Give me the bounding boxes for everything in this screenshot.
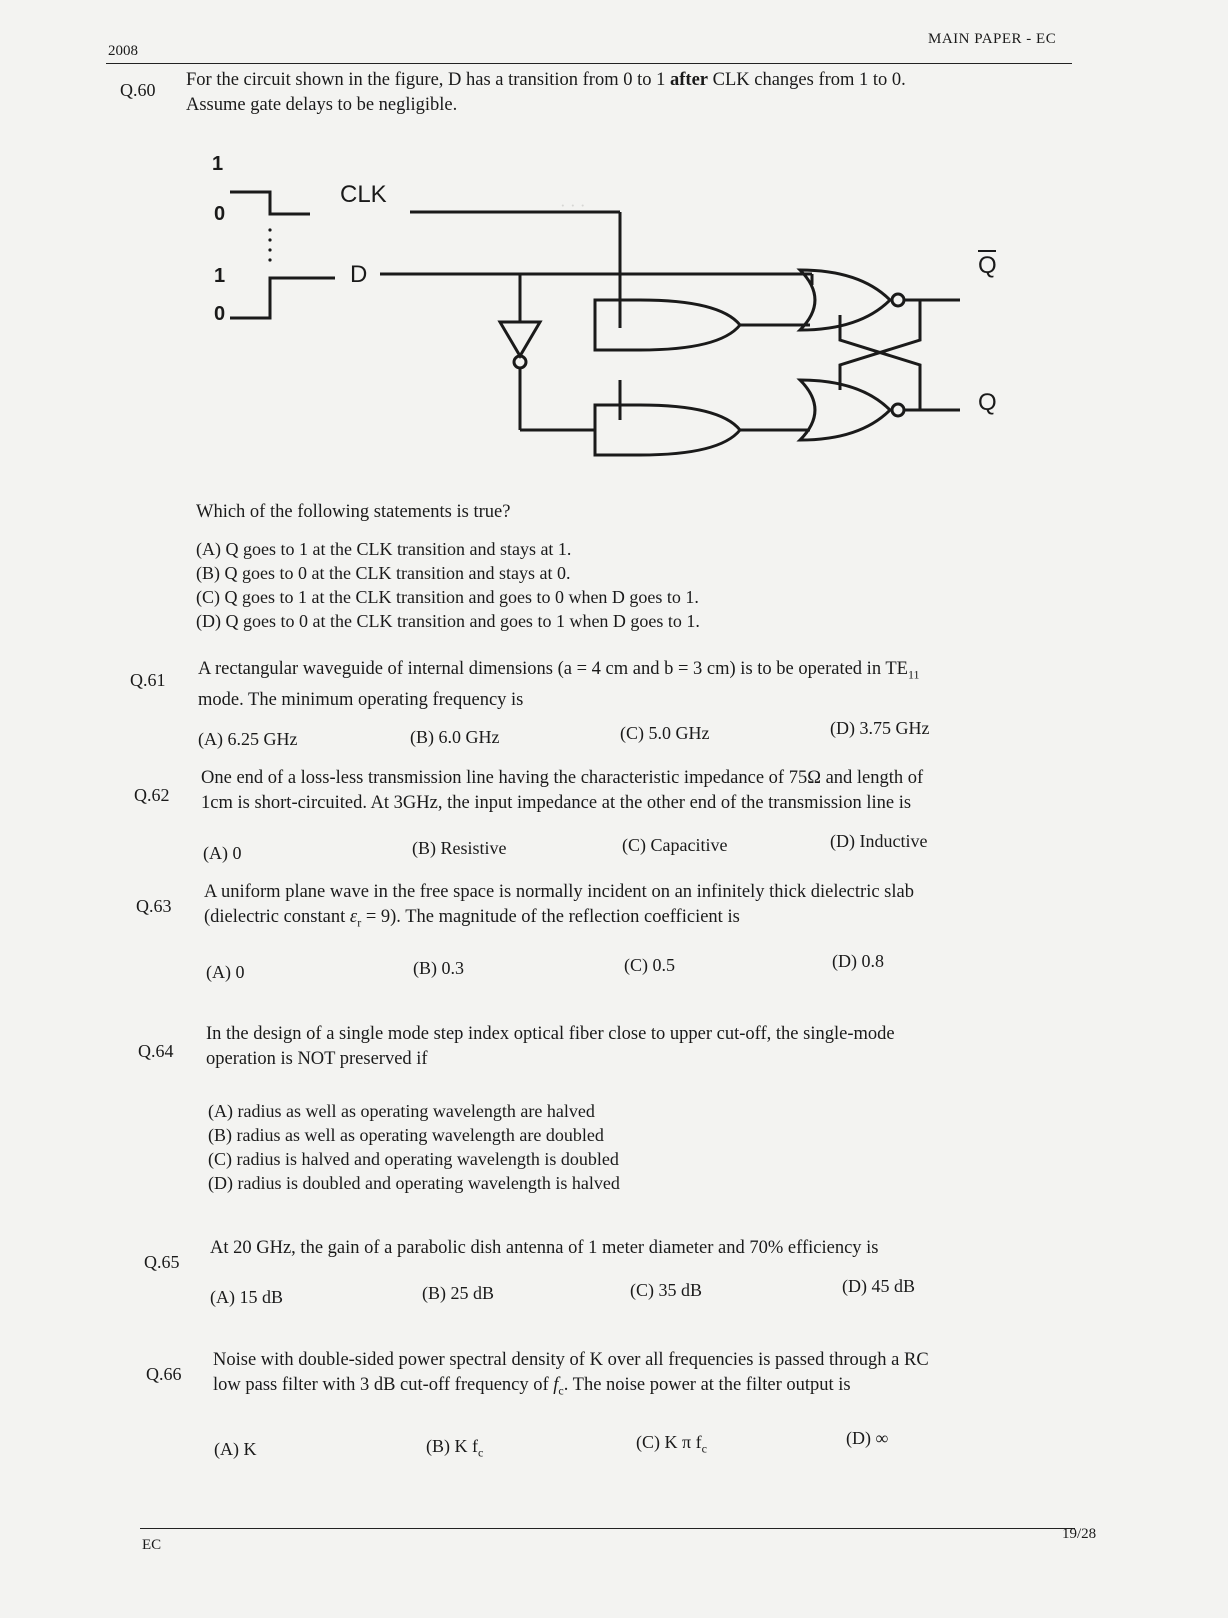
q62-text: One end of a loss-less transmission line having the characteristic impedance of 75Ω and length of 1cm is short-circuited. At 3GHz, the input impedance at the other end of the transmission line is	[201, 768, 924, 813]
q64-text: In the design of a single mode step index optical fiber close to upper cut-off, the single-mode operation is NOT preserved if	[206, 1024, 895, 1069]
upper-and-gate	[595, 300, 740, 350]
d-waveform	[230, 278, 335, 318]
q66-option-b: (B) K $f_c$	[426, 1436, 484, 1460]
footer-code: EC	[142, 1537, 162, 1553]
page-year: 2008	[108, 43, 138, 59]
q65-option-c: (C) 35 dB	[630, 1280, 702, 1300]
q64-option-c: (C) radius is halved and operating wavelength is doubled	[208, 1149, 619, 1169]
q66-option-c: (C) K π $f_c$	[636, 1432, 707, 1456]
header-rule	[106, 63, 1072, 64]
q62-option-c: (C) Capacitive	[622, 835, 728, 855]
q65-option-d: (D) 45 dB	[842, 1276, 915, 1296]
q-bar-label: Q	[978, 252, 997, 279]
q60-option-c: (C) Q goes to 1 at the CLK transition and goes to 0 when D goes to 1.	[196, 587, 699, 607]
q63-number: Q.63	[136, 896, 172, 916]
q63-option-d: (D) 0.8	[832, 951, 884, 971]
clk-label: CLK	[340, 181, 387, 208]
q64-number: Q.64	[138, 1041, 174, 1061]
q64-option-a: (A) radius as well as operating wavelength are halved	[208, 1101, 595, 1121]
d-high-label: 1	[214, 265, 226, 287]
q60-number: Q.60	[120, 80, 156, 100]
q65-text: At 20 GHz, the gain of a parabolic dish antenna of 1 meter diameter and 70% efficiency is	[210, 1238, 879, 1258]
not-gate	[500, 322, 540, 356]
q64-option-b: (B) radius as well as operating wavelength are doubled	[208, 1125, 604, 1145]
page-number: 19/28	[1062, 1526, 1097, 1542]
q60-option-b: (B) Q goes to 0 at the CLK transition and stays at 0.	[196, 563, 571, 583]
q62-number: Q.62	[134, 785, 170, 805]
lower-and-gate	[595, 405, 740, 455]
q61-option-a: (A) 6.25 GHz	[198, 729, 298, 749]
q66-number: Q.66	[146, 1364, 182, 1384]
d-low-label: 0	[214, 303, 226, 325]
clk-low-label: 0	[214, 203, 226, 225]
q65-number: Q.65	[144, 1252, 180, 1272]
q62-option-b: (B) Resistive	[412, 838, 507, 858]
q63-option-a: (A) 0	[206, 962, 245, 982]
q62-option-d: (D) Inductive	[830, 831, 928, 851]
q65-option-a: (A) 15 dB	[210, 1287, 283, 1307]
q60-prompt: Which of the following statements is true?	[196, 502, 511, 522]
lower-nor-gate	[800, 380, 890, 440]
q61-number: Q.61	[130, 670, 166, 690]
q63-text: A uniform plane wave in the free space is normally incident on an infinitely thick dielectric slab (dielectric constant $\varepsilon_r = 9$). The magnitude of the reflection coefficient is	[204, 882, 914, 930]
footer-rule	[140, 1528, 1075, 1529]
clk-waveform	[230, 192, 310, 214]
circuit-diagram	[200, 150, 1040, 500]
q66-option-a: (A) K	[214, 1439, 257, 1459]
d-label: D	[350, 261, 368, 288]
q60-option-d: (D) Q goes to 0 at the CLK transition and goes to 1 when D goes to 1.	[196, 611, 700, 631]
q63-option-c: (C) 0.5	[624, 955, 675, 975]
q64-option-d: (D) radius is doubled and operating wavelength is halved	[208, 1173, 620, 1193]
q61-option-d: (D) 3.75 GHz	[830, 718, 930, 738]
q62-option-a: (A) 0	[203, 843, 242, 863]
q61-text: A rectangular waveguide of internal dimensions (a = 4 cm and b = 3 cm) is to be operated in $TE_{11}$ mode. The minimum operating frequency is	[198, 659, 920, 710]
q66-text: Noise with double-sided power spectral density of K over all frequencies is passed through a RC low pass filter with 3 dB cut-off frequency of $f_c$. The noise power at the filter output is	[213, 1350, 929, 1398]
q60-option-a: (A) Q goes to 1 at the CLK transition and stays at 1.	[196, 539, 572, 559]
q-label: Q	[978, 389, 997, 416]
clk-high-label: 1	[212, 153, 224, 175]
paper-title: MAIN PAPER - EC	[928, 31, 1057, 47]
q61-option-b: (B) 6.0 GHz	[410, 727, 500, 747]
bleed-through-text: · · ·	[560, 196, 586, 215]
q61-option-c: (C) 5.0 GHz	[620, 723, 710, 743]
q60-text: For the circuit shown in the figure, D has a transition from 0 to 1 after CLK changes from 1 to 0. Assume gate delays to be negligible.	[186, 70, 906, 115]
q66-option-d: (D) ∞	[846, 1428, 889, 1448]
q63-option-b: (B) 0.3	[413, 958, 464, 978]
q65-option-b: (B) 25 dB	[422, 1283, 494, 1303]
